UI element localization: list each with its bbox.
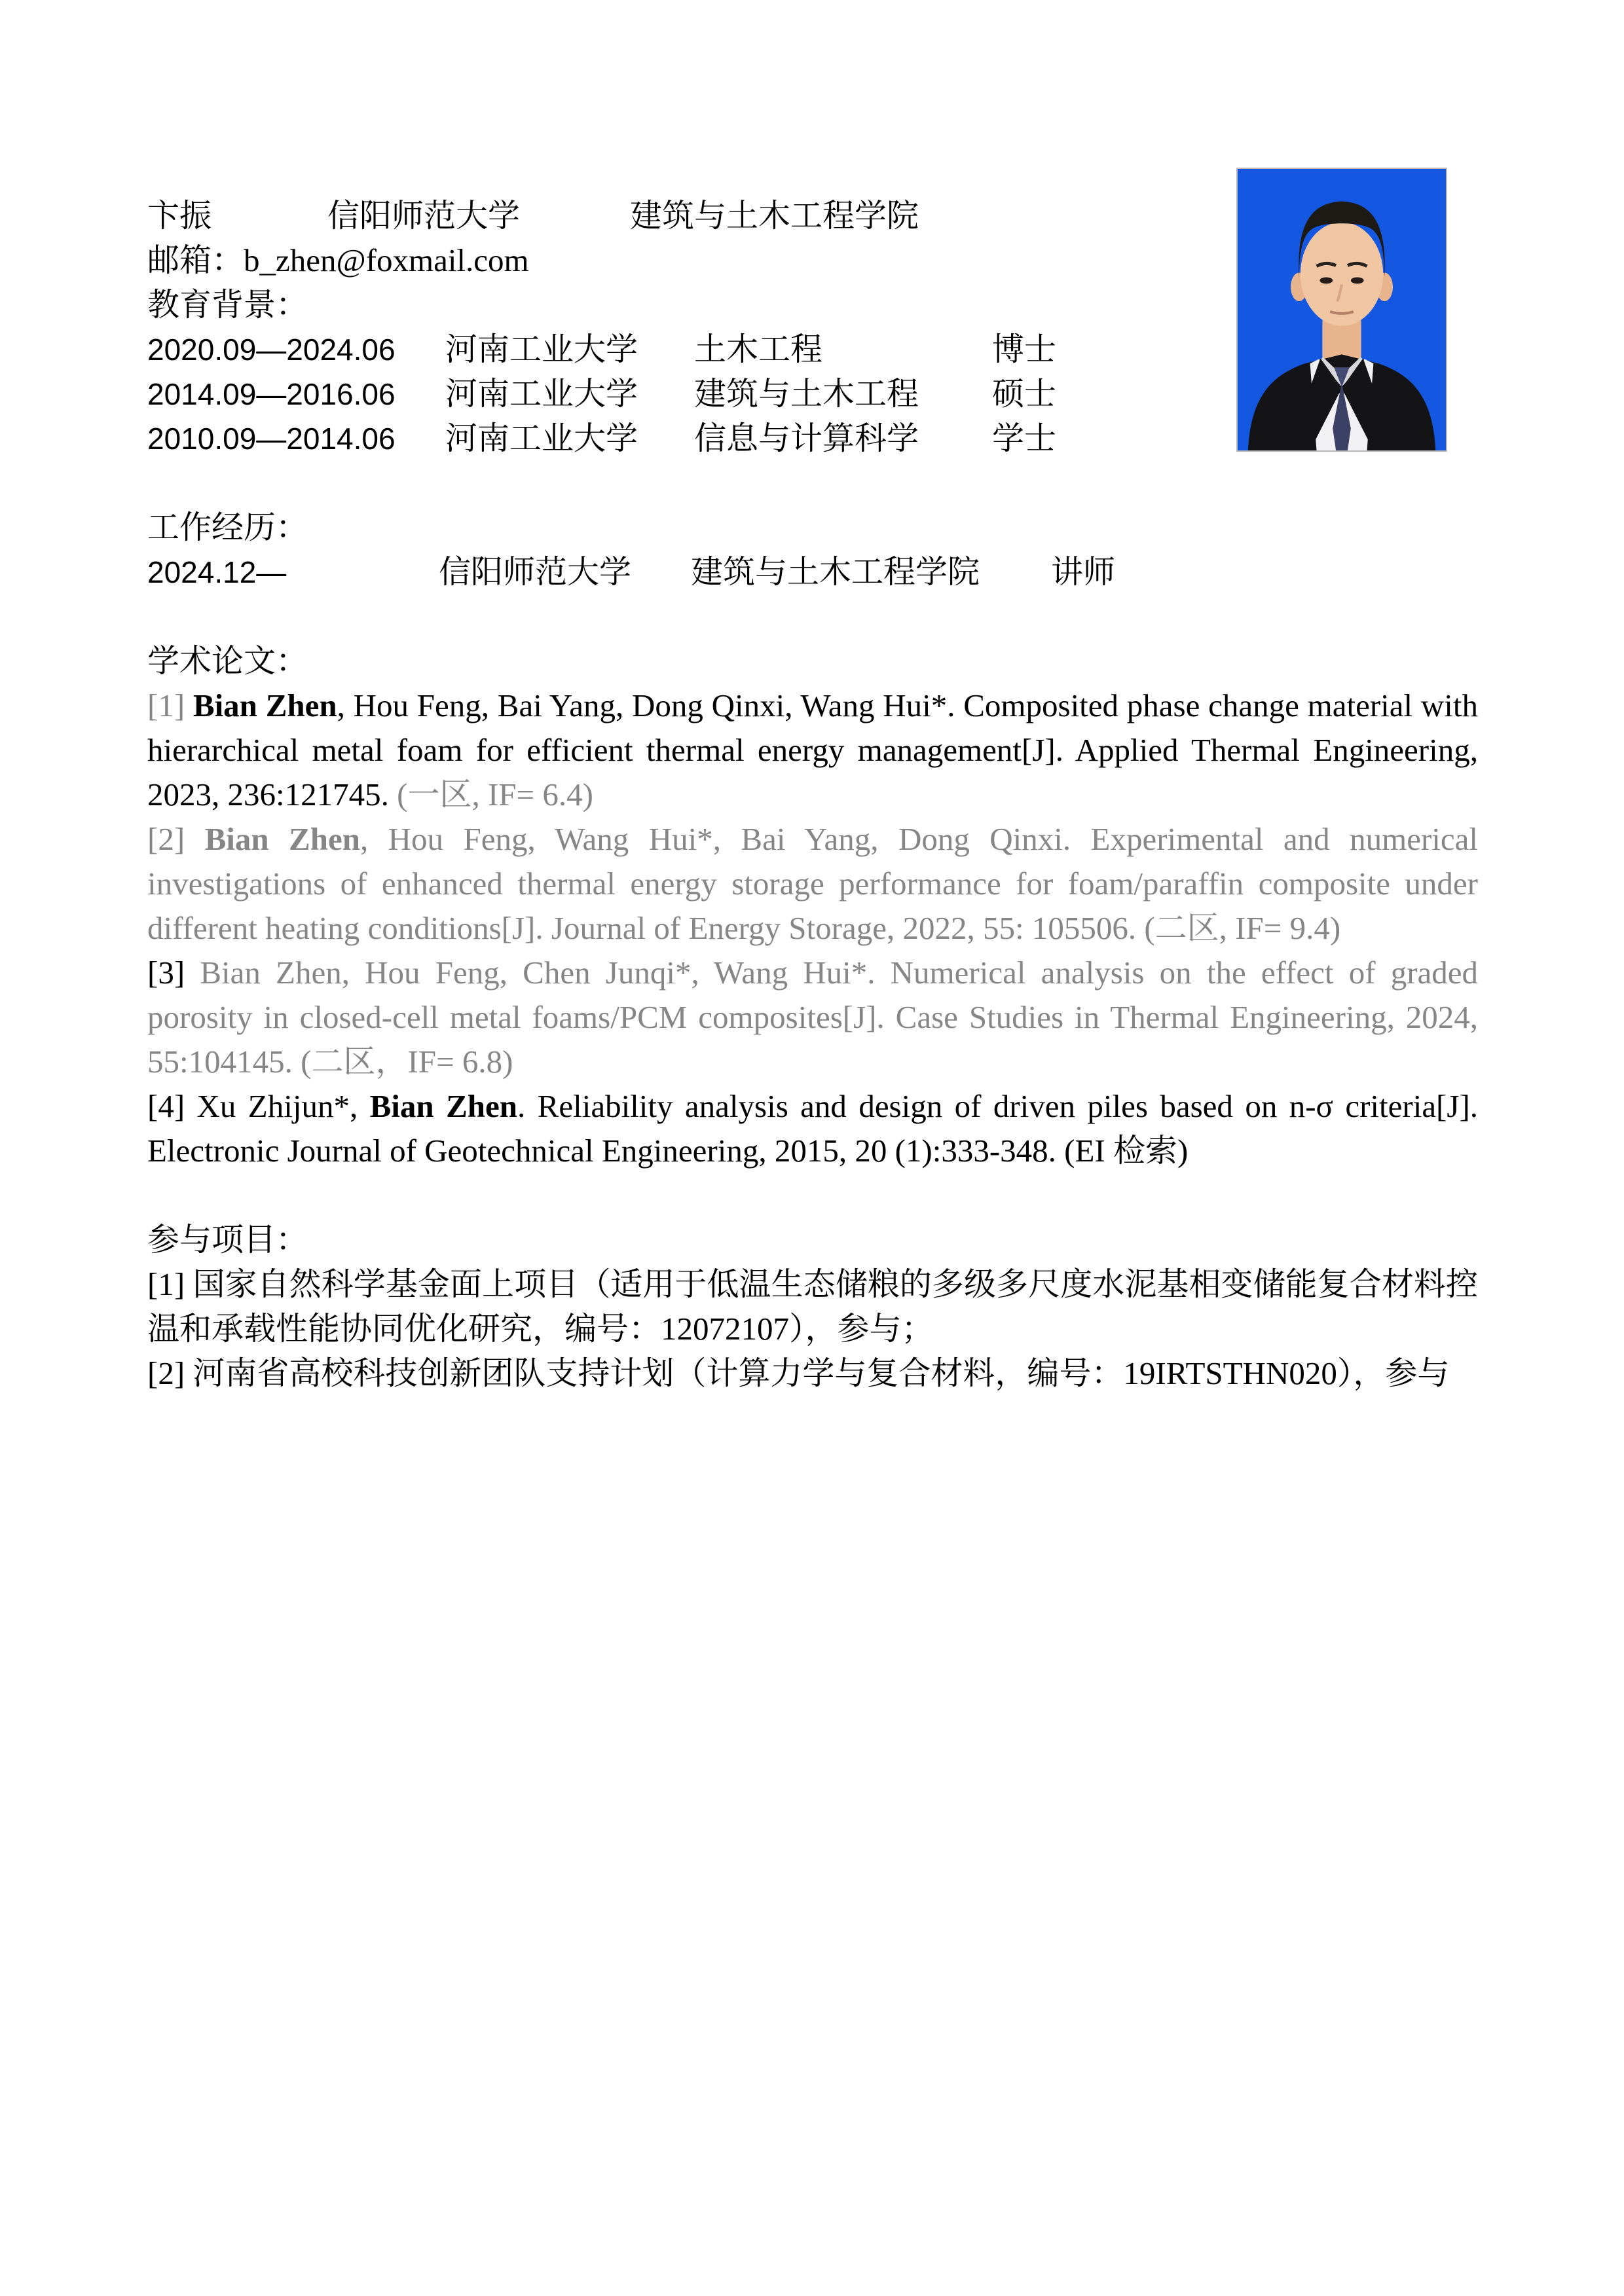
resume-content — [147, 194, 1478, 1396]
education-degree: 博士 — [992, 331, 1057, 367]
work-period: 2024.12— — [147, 555, 287, 589]
person-university: 信阳师范大学 — [327, 198, 521, 234]
work-row — [147, 550, 1478, 594]
project-item-1: [1] 国家自然科学基金面上项目（适用于低温生态储粮的多级多尺度水泥基相变储能复合材料控温和承载性能协同优化研究，编号：12072107），参与； — [147, 1266, 1478, 1347]
work-position: 讲师 — [1051, 554, 1116, 590]
work-organization: 信阳师范大学 — [439, 554, 632, 590]
education-school: 河南工业大学 — [445, 376, 638, 412]
education-school: 河南工业大学 — [445, 420, 638, 456]
paper-author-highlight: Bian Zhen — [204, 821, 360, 857]
paper-item-2 — [147, 817, 1478, 951]
spacer — [147, 594, 1478, 639]
education-row — [147, 372, 1478, 416]
education-major: 土木工程 — [694, 331, 823, 367]
email-label: 邮箱： — [147, 242, 244, 278]
person-department: 建筑与土木工程学院 — [630, 198, 919, 234]
education-row — [147, 416, 1478, 461]
email-line — [147, 238, 1478, 283]
education-school: 河南工业大学 — [445, 331, 638, 367]
education-degree: 学士 — [992, 420, 1057, 456]
paper-citation: . Reliability analysis and design of driven piles based on n-σ criteria[J]. Electronic Journal of Geotechnical Engineering, 2015, 20 (1):333-348. (EI 检索) — [147, 1088, 1479, 1169]
paper-index: [1] — [147, 687, 193, 723]
paper-item-1 — [147, 683, 1478, 817]
education-major: 信息与计算科学 — [694, 420, 919, 456]
paper-citation: Bian Zhen, Hou Feng, Chen Junqi*, Wang Hui*. Numerical analysis on the effect of graded porosity in closed-cell metal foams/PCM composites[J]. Case Studies in Thermal Engineering, 2024, 55:104145. (二区，IF= 6.8) — [147, 955, 1479, 1080]
work-department: 建筑与土木工程学院 — [691, 554, 980, 590]
education-period: 2014.09—2016.06 — [147, 377, 396, 411]
paper-index: [4] Xu Zhijun*, — [147, 1088, 370, 1124]
paper-index: [3] — [147, 955, 200, 991]
education-row — [147, 327, 1478, 372]
paper-item-3 — [147, 951, 1478, 1084]
header-line — [147, 194, 1478, 238]
paper-author-highlight: Bian Zhen — [369, 1088, 518, 1124]
person-name: 卞振 — [147, 198, 212, 234]
education-period: 2020.09—2024.06 — [147, 333, 396, 367]
education-period: 2010.09—2014.06 — [147, 422, 396, 456]
education-section-title: 教育背景： — [147, 287, 308, 323]
paper-index: [2] — [147, 821, 205, 857]
email-value: b_zhen@foxmail.com — [244, 242, 529, 278]
education-major: 建筑与土木工程 — [694, 376, 919, 412]
papers-section-title: 学术论文： — [147, 643, 308, 679]
paper-citation: , Hou Feng, Bai Yang, Dong Qinxi, Wang Hui*. Composited phase change material with hierarchical metal foam for efficient thermal energy management[J]. Applied Thermal Engineering, 2023, 236:121745. — [147, 687, 1478, 812]
education-degree: 硕士 — [992, 376, 1057, 412]
paper-citation: , Hou Feng, Wang Hui*, Bai Yang, Dong Qinxi. Experimental and numerical investigations of enhanced thermal energy storage performance for foam/paraffin composite under different heating conditions[J]. Journal of Energy Storage, 2022, 55: 105506. (二区, IF= 9.4) — [147, 821, 1478, 946]
work-section-title: 工作经历： — [147, 509, 308, 545]
project-item-2: [2] 河南省高校科技创新团队支持计划（计算力学与复合材料，编号：19IRTSTHN020），参与 — [147, 1355, 1450, 1391]
spacer — [147, 1173, 1478, 1218]
paper-item-4 — [147, 1084, 1478, 1173]
paper-zone-note: (一区, IF= 6.4) — [397, 776, 593, 812]
paper-author-highlight: Bian Zhen — [193, 687, 337, 723]
projects-section-title: 参与项目： — [147, 1222, 308, 1258]
spacer — [147, 461, 1478, 505]
